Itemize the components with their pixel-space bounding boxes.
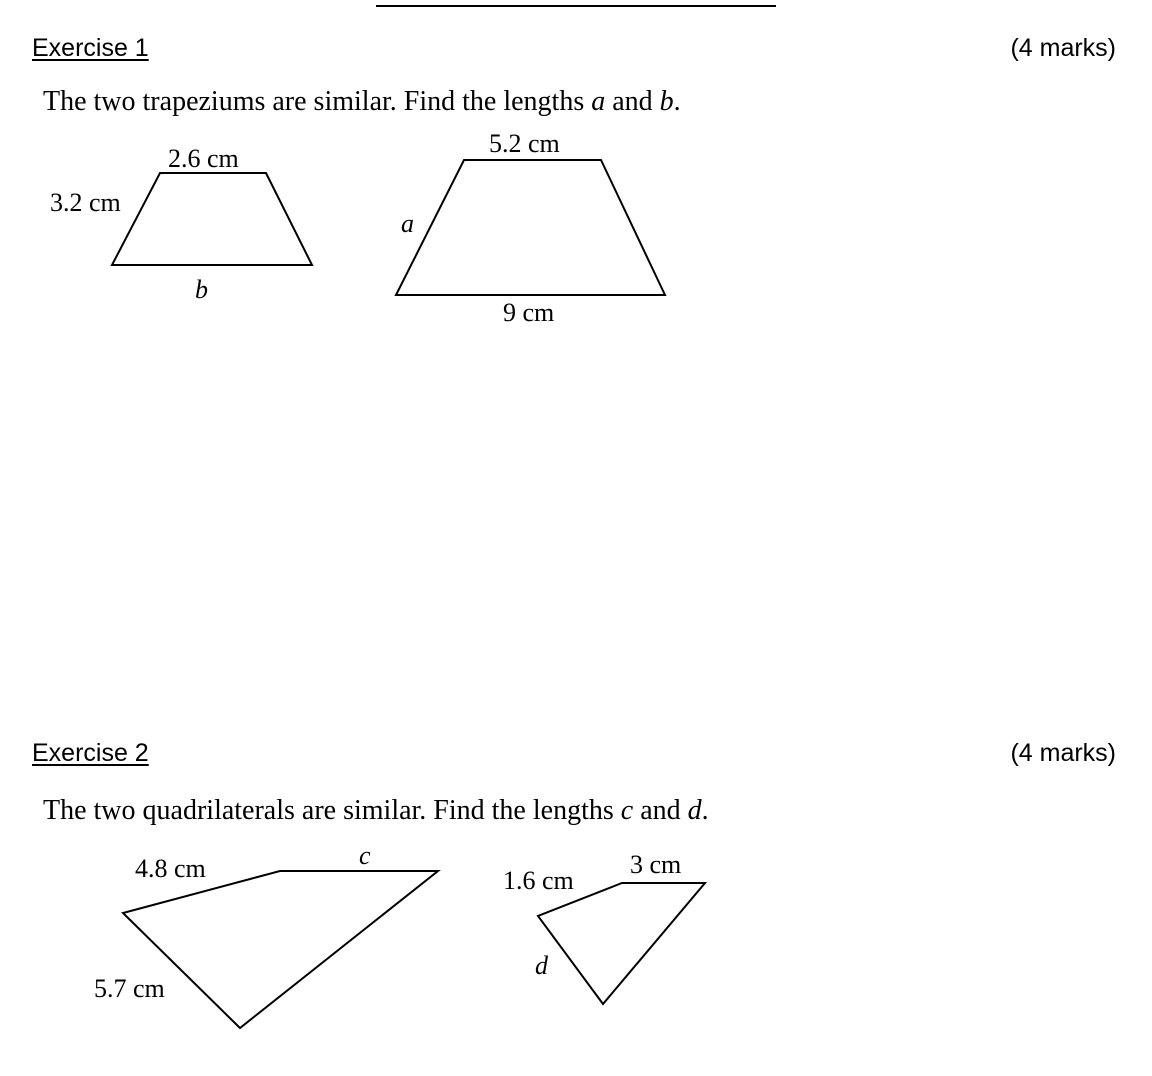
small-top-right-label: 3 cm [630, 850, 682, 879]
variable-a: a [591, 86, 606, 117]
question-end: . [673, 86, 681, 117]
variable-d: d [687, 795, 702, 826]
large-bottom-left-label: 5.7 cm [94, 974, 165, 1003]
exercise-1-marks: (4 marks) [1010, 34, 1116, 62]
question-and: and [633, 795, 688, 826]
large-trapezium [396, 160, 665, 295]
small-quadrilateral [538, 883, 705, 1004]
trapezium-figure [0, 0, 1152, 340]
small-trapezium [112, 173, 312, 265]
small-top-label: 2.6 cm [168, 144, 239, 173]
question-text: The two trapeziums are similar. Find the lengths [43, 86, 592, 117]
exercise-2-marks: (4 marks) [1010, 739, 1116, 767]
small-side-label: 3.2 cm [50, 188, 121, 217]
large-top-right-label: c [359, 841, 371, 870]
exercise-2-heading: Exercise 2 [32, 739, 149, 767]
question-and: and [605, 86, 660, 117]
small-left-top-label: 1.6 cm [503, 866, 574, 895]
question-end: . [701, 795, 709, 826]
small-left-label: d [535, 951, 548, 980]
large-quadrilateral [123, 871, 438, 1028]
large-left-top-label: 4.8 cm [135, 854, 206, 883]
quadrilateral-figure [0, 830, 1152, 1070]
large-side-label: a [401, 209, 414, 238]
small-bottom-label: b [195, 275, 208, 304]
exercise-1-heading: Exercise 1 [32, 34, 149, 62]
large-bottom-label: 9 cm [503, 298, 555, 327]
question-text: The two quadrilaterals are similar. Find the lengths [43, 795, 621, 826]
large-top-label: 5.2 cm [489, 129, 560, 158]
variable-c: c [620, 795, 634, 826]
variable-b: b [659, 86, 674, 117]
exercise-2-question [43, 797, 709, 825]
